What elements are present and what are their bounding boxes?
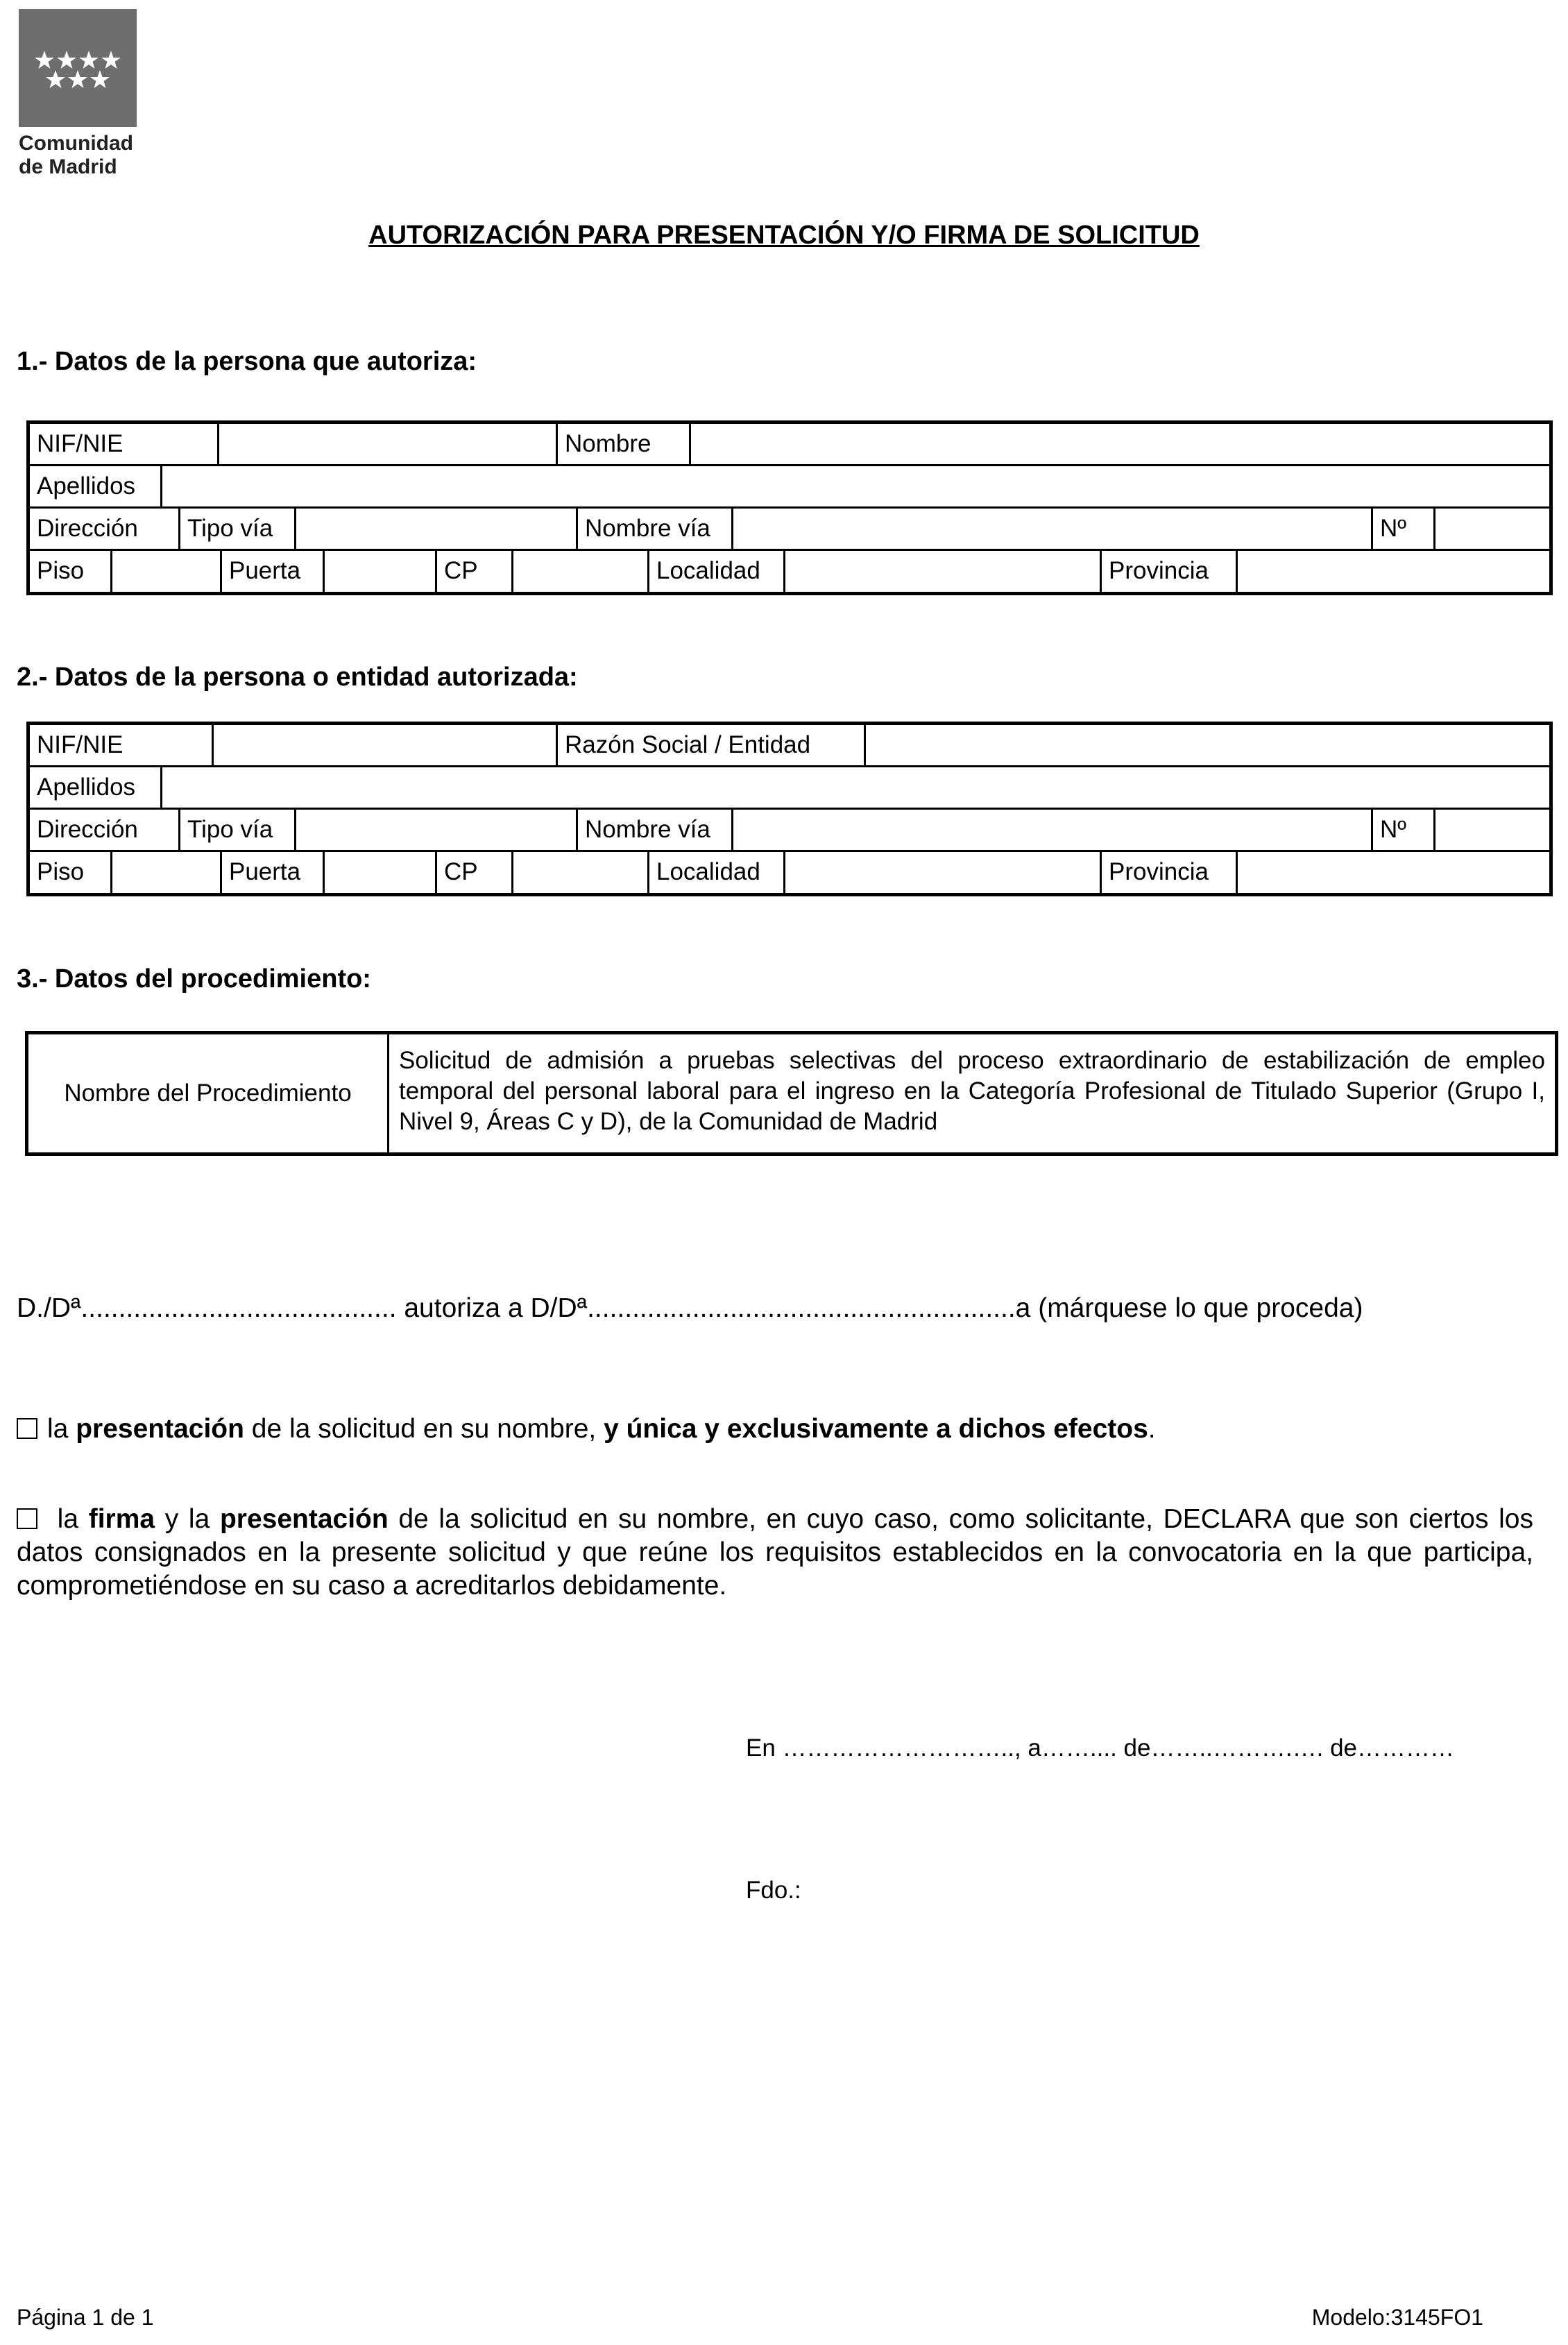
piso-input[interactable] xyxy=(110,852,220,894)
procedure-box xyxy=(25,1031,1558,1156)
numero-input[interactable] xyxy=(1433,810,1549,850)
provincia-label: Provincia xyxy=(1100,852,1236,894)
tipo-via-label: Tipo vía xyxy=(178,509,294,549)
numero-label: Nº xyxy=(1371,509,1433,549)
apellidos-input[interactable] xyxy=(160,466,1549,506)
cp-label: CP xyxy=(435,551,511,593)
option-presentation xyxy=(17,1413,1533,1446)
logo-line-1: Comunidad xyxy=(19,132,133,155)
option-signature-presentation xyxy=(17,1503,1533,1603)
option1-mid: de la solicitud en su nombre, xyxy=(244,1414,604,1444)
direccion-label: Dirección xyxy=(37,816,138,843)
numero-input[interactable] xyxy=(1433,509,1549,549)
tipo-via-input[interactable] xyxy=(294,810,576,850)
option1-bold1: presentación xyxy=(76,1414,244,1444)
puerta-input[interactable] xyxy=(323,852,435,894)
tipo-via-label: Tipo vía xyxy=(178,810,294,850)
nif-label: NIF/NIE xyxy=(37,430,123,457)
puerta-label: Puerta xyxy=(220,852,323,894)
document-title: AUTORIZACIÓN PARA PRESENTACIÓN Y/O FIRMA DE SOLICITUD xyxy=(368,221,1200,250)
localidad-label: Localidad xyxy=(647,852,783,894)
form-row xyxy=(30,551,1549,593)
form-row xyxy=(30,509,1549,551)
option1-post: . xyxy=(1148,1414,1156,1444)
apellidos-label: Apellidos xyxy=(37,472,136,500)
presentation-checkbox[interactable] xyxy=(17,1418,37,1439)
razon-social-input[interactable] xyxy=(864,725,1549,765)
option2-bold2: presentación xyxy=(219,1504,389,1534)
form-row xyxy=(30,852,1549,894)
procedure-name-value: Solicitud de admisión a pruebas selectivas del proceso extraordinario de estabilización de empleo temporal del personal laboral para el ingreso en la Categoría Profesional de Titulado Superior (Grupo I, Nivel 9, Áreas C y D), de la Comunidad de Madrid xyxy=(399,1047,1545,1135)
model-code: Modelo:3145FO1 xyxy=(1311,2305,1483,2330)
section-1-heading: 1.- Datos de la persona que autoriza: xyxy=(17,347,477,376)
piso-label: Piso xyxy=(37,858,85,885)
logo-line-2: de Madrid xyxy=(19,155,117,178)
option2-pre: la xyxy=(47,1504,89,1534)
nombre-label: Nombre xyxy=(556,424,689,464)
signature-label: Fdo.: xyxy=(746,1877,801,1904)
localidad-input[interactable] xyxy=(783,852,1100,894)
nif-input[interactable] xyxy=(217,424,556,464)
cp-input[interactable] xyxy=(511,551,647,593)
provincia-input[interactable] xyxy=(1236,551,1549,593)
nombre-via-label: Nombre vía xyxy=(576,509,731,549)
section-2-heading: 2.- Datos de la persona o entidad autorizada: xyxy=(17,663,578,692)
provincia-input[interactable] xyxy=(1236,852,1549,894)
nombre-via-label: Nombre vía xyxy=(576,810,731,850)
razon-social-label: Razón Social / Entidad xyxy=(556,725,864,765)
option2-post: de la solicitud en su nombre, en cuyo caso, como solicitante, DECLARA que son ciertos los datos consignados en la presente solicitud y que reúne los requisitos establecidos en la convocatoria en la que participa, comprometiéndose en su caso a acreditarlos debidamente. xyxy=(17,1504,1533,1601)
form-row xyxy=(30,767,1549,810)
option2-bold1: firma xyxy=(88,1504,155,1534)
option2-mid1: y la xyxy=(155,1504,220,1534)
section-2-form xyxy=(26,722,1553,896)
form-row xyxy=(30,810,1549,852)
cp-label: CP xyxy=(435,852,511,894)
provincia-label: Provincia xyxy=(1100,551,1236,593)
form-row xyxy=(30,466,1549,509)
nombre-via-input[interactable] xyxy=(731,810,1371,850)
nif-label: NIF/NIE xyxy=(37,731,123,758)
logo-text xyxy=(19,132,133,179)
section-1-form xyxy=(26,420,1553,595)
nombre-via-input[interactable] xyxy=(731,509,1371,549)
place-date-line: En ……………………….., a…….... de……..……….…. de………… xyxy=(746,1734,1454,1762)
cp-input[interactable] xyxy=(511,852,647,894)
localidad-input[interactable] xyxy=(783,551,1100,593)
nombre-input[interactable] xyxy=(689,424,1549,464)
option1-bold2: y única y exclusivamente a dichos efectos xyxy=(604,1414,1148,1444)
form-row xyxy=(30,424,1549,466)
stars-emblem-icon xyxy=(19,9,137,127)
page-number: Página 1 de 1 xyxy=(17,2305,154,2330)
form-row xyxy=(30,725,1549,767)
direccion-label: Dirección xyxy=(37,515,138,542)
apellidos-label: Apellidos xyxy=(37,774,136,801)
authorization-line: D./Dª.......................................... autoriza a D/Dª.........................................................a (márquese lo que proceda) xyxy=(17,1293,1363,1323)
option1-pre: la xyxy=(47,1414,76,1444)
comunidad-madrid-logo xyxy=(19,9,137,127)
piso-label: Piso xyxy=(37,557,85,584)
apellidos-input[interactable] xyxy=(160,767,1549,808)
procedure-name-label: Nombre del Procedimiento xyxy=(28,1034,389,1152)
localidad-label: Localidad xyxy=(647,551,783,593)
piso-input[interactable] xyxy=(110,551,220,593)
puerta-input[interactable] xyxy=(323,551,435,593)
signature-checkbox[interactable] xyxy=(17,1508,37,1529)
section-3-heading: 3.- Datos del procedimiento: xyxy=(17,964,371,994)
nif-input[interactable] xyxy=(212,725,556,765)
numero-label: Nº xyxy=(1371,810,1433,850)
puerta-label: Puerta xyxy=(220,551,323,593)
tipo-via-input[interactable] xyxy=(294,509,576,549)
